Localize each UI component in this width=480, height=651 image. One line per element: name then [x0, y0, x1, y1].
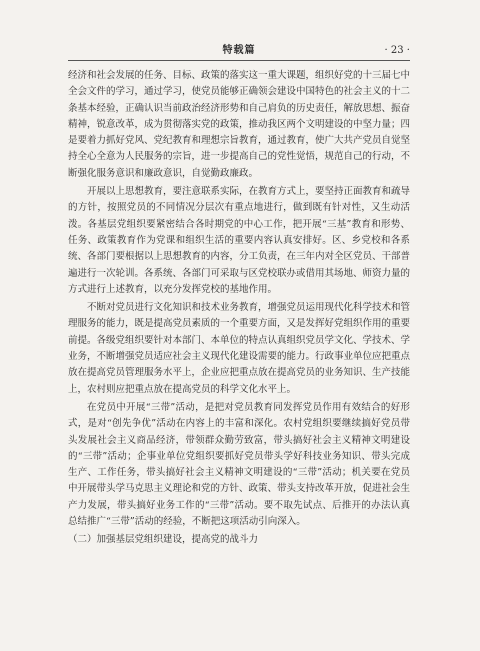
section-name: 特载篇 [222, 45, 256, 56]
page-header [68, 44, 410, 61]
paragraph-4: 在党员中开展“三带”活动，是把对党员教育同发挥党员作用有效结合的好形式，是对“创先争优”活动在内容上的丰富和深化。农村党组织要继续搞好党员带头发展社会主义商品经济，带领群众勤劳致富，带头搞好社会主义精神文明建设的“三带”活动；企事业单位党组织要抓好党员带头学好科技业务知识、带头完成生产、工作任务，带头搞好社会主义精神文明建设的“三带”活动；机关要在党员中开展带头学马克思主义理论和党的方针、政策、带头支持改革开放，促进社会生产力发展，带头搞好业务工作的“三带”活动。要不取先试点、后推开的办法认真总结推广“三带”活动的经验，不断把这项活动引向深入。 [68, 401, 411, 528]
section-heading: （二）加强基层党组织建设，提高党的战斗力 [68, 534, 259, 546]
page-number: · 23 · [384, 45, 410, 56]
page-body [68, 68, 410, 549]
paragraph-3: 不断对党员进行文化知识和技术业务教育，增强党员运用现代化科学技术和管理服务的能力，既是提高党员素质的一个重要方面，又是发挥好党组织作用的重要前提。各级党组织要针对本部门、本单位的特点认真组织党员学文化、学技术、学业务，不断增强党员适应社会主义现代化建设需要的能力。行政事业单位应把重点放在提高党员管理服务水平上，企业应把重点放在提高党员的业务知识、生产技能上，农村则应把重点放在提高党员的科学文化水平上。 [68, 302, 411, 395]
paragraph-2: 开展以上思想教育，要注意联系实际，在教育方式上，要坚持正面教育和疏导的方针，按照党员的不同情况分层次有重点地进行，做到既有针对性，又生动活泼。各基层党组织要紧密结合各时期党的中心工作，把开展“三基”教育和形势、任务、政策教育作为党课和组织生活的重要内容认真安排好。区、乡党校和各系统、各部门要根据以上思想教育的内容，分工负责，在三年内对全区党员、干部普遍进行一次轮训。各系统、各部门可采取与区党校联办或借用其场地、师资力量的方式进行上述教育，以充分发挥党校的基地作用。 [68, 186, 411, 295]
paragraph-1: 经济和社会发展的任务、目标、政策的落实这一重大课题，组织好党的十三届七中全会文件的学习，通过学习，使党员能够正确领会建设中国特色的社会主义的十二条基本经验，正确认识当前政治经济形势和自己肩负的历史责任，解放思想、振奋精神，锐意改革，成为贯彻落实党的政策，推动我区两个文明建设的中坚力量；四是要着力抓好党风、党纪教育和理想宗旨教育，通过教育，使广大共产党员自觉坚持全心全意为人民服务的宗旨，进一步提高自己的党性觉悟，规范自己的行动，不断强化服务意识和廉政意识，自觉勤政廉政。 [68, 70, 411, 179]
